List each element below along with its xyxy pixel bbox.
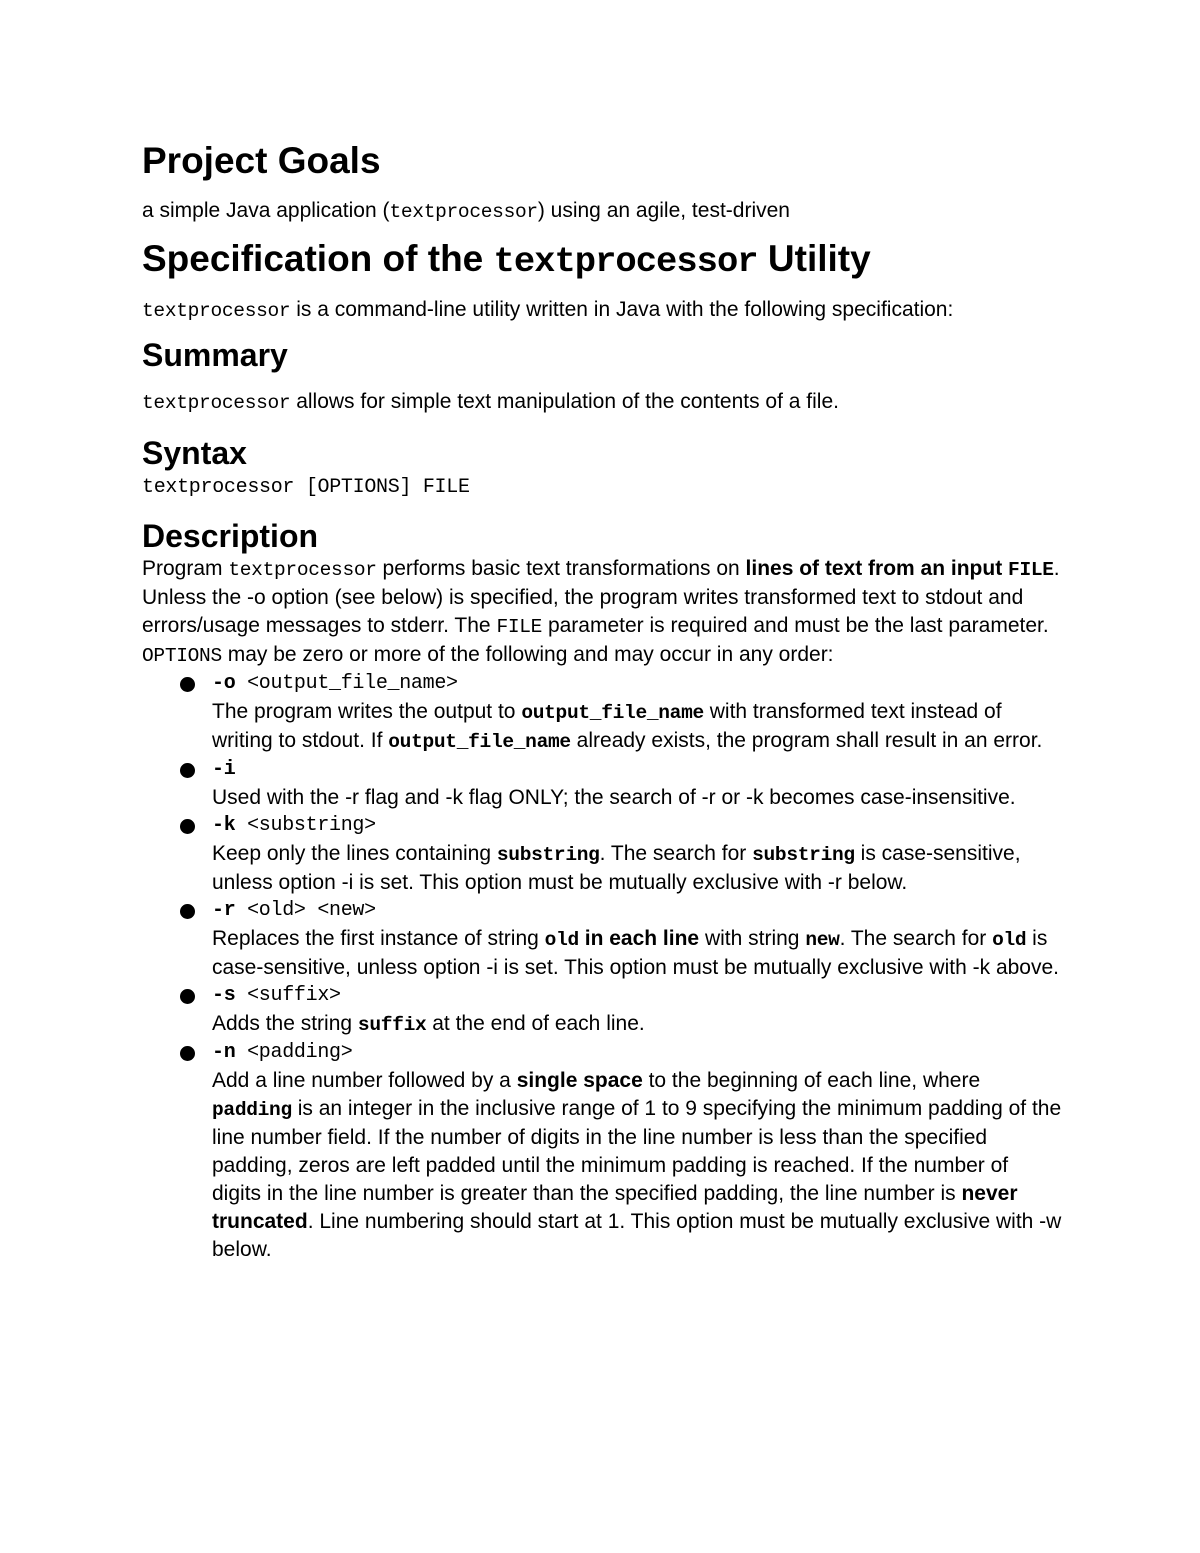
- options-list: [142, 670, 1062, 1264]
- option-k-arg: <substring>: [235, 813, 376, 837]
- option-n-c1: padding: [212, 1098, 292, 1121]
- option-i: [142, 756, 1062, 812]
- syntax-line: textprocessor [OPTIONS] FILE: [142, 475, 470, 499]
- spec-title-after: Utility: [757, 237, 871, 279]
- bullet-icon: [180, 677, 195, 692]
- option-k-t2: . The search for: [599, 841, 753, 865]
- desc-c4: OPTIONS: [142, 644, 222, 667]
- summary-body: allows for simple text manipulation of the contents of a file.: [290, 390, 839, 414]
- goals-text-before: a simple Java application (: [142, 198, 390, 222]
- desc-b1: lines of text from an input: [745, 556, 1009, 580]
- option-r-c3: old: [992, 928, 1027, 951]
- option-n-b1: single space: [516, 1068, 643, 1092]
- option-r-flag: -r: [212, 898, 236, 922]
- option-r-description: [212, 925, 1062, 982]
- bullet-icon: [180, 989, 195, 1004]
- desc-t2: performs basic text transformations on: [376, 556, 746, 580]
- desc-t1: Program: [142, 556, 229, 580]
- description-heading: Description: [142, 517, 319, 554]
- option-r-t4: is case-sensitive, unless option -i is set. This option must be mutually exclusive with -k above.: [212, 926, 1059, 979]
- option-n-t3: is an integer in the inclusive range of 1 to 9 specifying the minimum padding of the line number field. If the number of digits in the line number is less than the specified padding, zeros are left padded until the minimum padding is reached. If the number of digits in the line number is greater than the specified padding, the line number is: [212, 1096, 1062, 1205]
- option-o-c1: output_file_name: [521, 701, 704, 724]
- desc-c3: FILE: [496, 615, 543, 638]
- option-s: [142, 982, 1062, 1039]
- option-k-head: [212, 812, 1062, 840]
- option-o-head: [212, 670, 1062, 698]
- bullet-icon: [180, 763, 195, 778]
- option-n-description: [212, 1067, 1062, 1264]
- option-i-description: Used with the -r flag and -k flag ONLY; the search of -r or -k becomes case-insensitive.: [212, 785, 1016, 809]
- option-o-flag: -o: [212, 671, 236, 695]
- description-text: [142, 555, 1062, 670]
- option-s-t2: at the end of each line.: [426, 1011, 645, 1035]
- option-s-arg: <suffix>: [235, 983, 341, 1007]
- option-k-c2: substring: [752, 843, 855, 866]
- option-s-flag: -s: [212, 983, 236, 1007]
- desc-c2: FILE: [1008, 558, 1054, 581]
- spec-intro-code: textprocessor: [142, 300, 291, 323]
- option-r-b1: in each line: [578, 926, 700, 950]
- option-n-t1: Add a line number followed by a: [212, 1068, 517, 1092]
- bullet-icon: [180, 819, 195, 834]
- option-s-description: [212, 1010, 1062, 1039]
- option-o-description: [212, 698, 1062, 756]
- option-k-t3: is case-sensitive, unless option -i is set. This option must be mutually exclusive with -r below.: [212, 841, 1021, 894]
- summary-text: [142, 388, 1062, 417]
- option-s-c1: suffix: [357, 1013, 427, 1036]
- desc-t4: parameter is required and must be the last parameter.: [542, 613, 1049, 637]
- desc-t3: . Unless the -o option (see below) is specified, the program writes transformed text to stdout and errors/usage messages to stderr. The: [142, 556, 1060, 637]
- specification-intro: [142, 296, 1062, 325]
- option-k-description: [212, 840, 1062, 897]
- goals-code: textprocessor: [389, 200, 538, 223]
- goals-text-after: ) using an agile, test-driven: [537, 198, 790, 222]
- option-s-t1: Adds the string: [212, 1011, 358, 1035]
- option-r: [142, 897, 1062, 982]
- document-page: [142, 140, 1062, 1264]
- option-i-flag: -i: [212, 757, 236, 781]
- spec-title-before: Specification of the: [142, 237, 494, 279]
- option-o-t1: The program writes the output to: [212, 699, 522, 723]
- option-r-t3: . The search for: [839, 926, 993, 950]
- specification-heading: [142, 238, 1062, 283]
- summary-code: textprocessor: [142, 392, 291, 415]
- project-goals-text: [142, 197, 1062, 226]
- option-i-head: [212, 756, 1062, 784]
- option-r-arg: <old> <new>: [235, 898, 376, 922]
- option-k-c1: substring: [496, 843, 600, 866]
- option-o-t3: already exists, the program shall result in an error.: [570, 728, 1043, 752]
- option-n: [142, 1039, 1062, 1264]
- option-r-t1: Replaces the first instance of string: [212, 926, 545, 950]
- desc-t5: may be zero or more of the following and may occur in any order:: [221, 642, 834, 666]
- option-n-b2: never truncated: [212, 1181, 1018, 1233]
- option-o: [142, 670, 1062, 756]
- option-n-t4: . Line numbering should start at 1. This option must be mutually exclusive with -w below.: [212, 1209, 1062, 1261]
- option-r-c1: old: [544, 928, 579, 951]
- option-n-head: [212, 1039, 1062, 1067]
- option-n-t2: to the beginning of each line, where: [642, 1068, 981, 1092]
- option-o-arg: <output_file_name>: [235, 671, 458, 695]
- option-o-t2: with transformed text instead of writing to stdout. If: [212, 699, 1002, 752]
- syntax-heading: Syntax: [142, 435, 247, 472]
- bullet-icon: [180, 904, 195, 919]
- bullet-icon: [180, 1046, 195, 1061]
- desc-c1: textprocessor: [228, 558, 377, 581]
- project-goals-heading: Project Goals: [142, 140, 381, 181]
- spec-intro-text: is a command-line utility written in Java with the following specification:: [290, 298, 954, 322]
- option-k: [142, 812, 1062, 897]
- summary-heading: Summary: [142, 337, 288, 374]
- option-r-c2: new: [805, 928, 840, 951]
- option-s-head: [212, 982, 1062, 1010]
- option-r-head: [212, 897, 1062, 925]
- option-n-arg: <padding>: [235, 1040, 353, 1064]
- spec-title-code: textprocessor: [493, 240, 758, 282]
- option-r-t2: with string: [699, 926, 806, 950]
- option-n-flag: -n: [212, 1040, 236, 1064]
- option-k-flag: -k: [212, 813, 236, 837]
- option-o-c2: output_file_name: [388, 730, 571, 753]
- option-k-t1: Keep only the lines containing: [212, 841, 497, 865]
